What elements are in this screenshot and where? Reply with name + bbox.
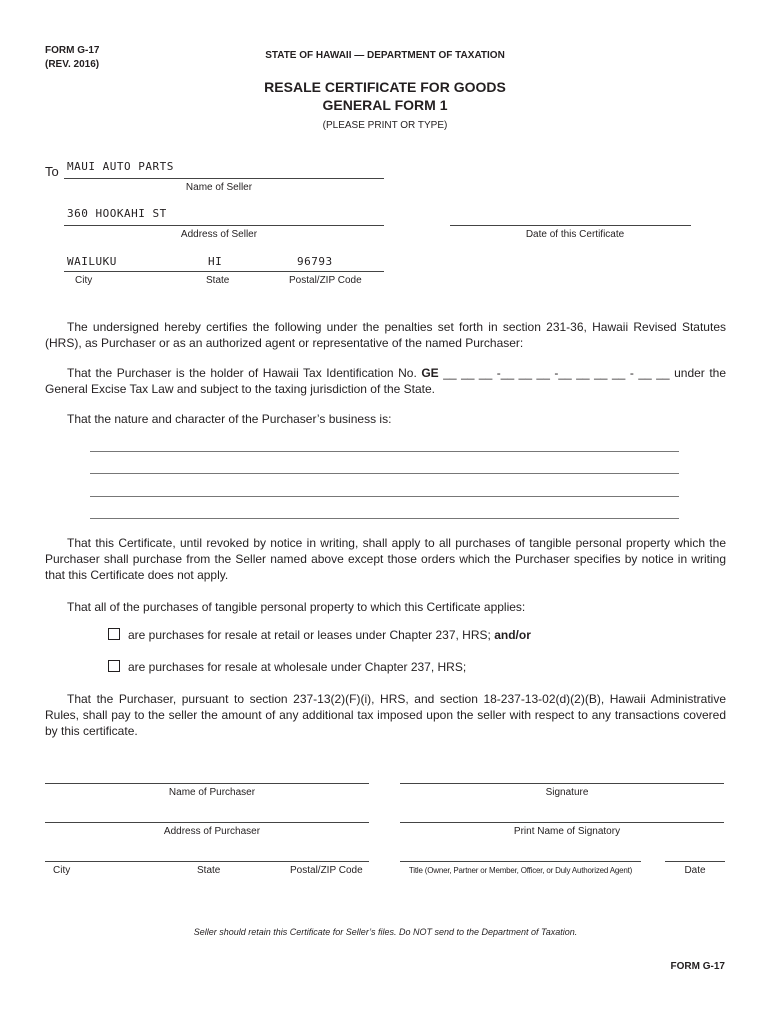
title-field[interactable]	[400, 861, 641, 862]
purchaser-address-label: Address of Purchaser	[163, 826, 261, 837]
seller-city-label: City	[75, 275, 93, 286]
retail-option-andor: and/or	[494, 628, 531, 642]
seller-name-line	[64, 178, 384, 179]
form-header-left	[45, 44, 99, 72]
seller-address-field[interactable]: 360 HOOKAHI ST	[67, 207, 167, 220]
seller-state-field[interactable]: HI	[208, 255, 223, 268]
purchaser-city-label: City	[53, 865, 71, 876]
seller-city-line	[64, 271, 384, 272]
print-name-field[interactable]	[400, 822, 724, 823]
seller-address-label: Address of Seller	[180, 229, 258, 240]
signature-field[interactable]	[400, 783, 724, 784]
agency-name: STATE OF HAWAII — DEPARTMENT OF TAXATION	[265, 50, 505, 61]
certificate-date-label: Date of this Certificate	[525, 229, 625, 240]
purchaser-city-state-zip-field[interactable]	[45, 861, 369, 862]
business-line-2[interactable]	[90, 473, 679, 474]
purchaser-state-label: State	[197, 865, 221, 876]
to-label: To	[45, 164, 59, 179]
retail-option-text: are purchases for resale at retail or leases under Chapter 237, HRS;	[128, 628, 491, 642]
print-instruction: (PLEASE PRINT OR TYPE)	[322, 120, 448, 131]
purchaser-zip-label: Postal/ZIP Code	[290, 865, 363, 876]
seller-zip-label: Postal/ZIP Code	[289, 275, 362, 286]
tax-id-blanks[interactable]: __ __ __ -__ __ __ -__ __ __ __ - __ __	[443, 366, 670, 380]
additional-tax-paragraph: That the Purchaser, pursuant to section 237-13(2)(F)(i), HRS, and section 18-237-13-02(d)(2)(B), Hawaii Administrative Rules, shall pay to the seller the amount of any additional tax imposed upon the seller with respect to any transactions covered by this certificate.	[45, 692, 726, 738]
business-line-4[interactable]	[90, 518, 679, 519]
wholesale-option	[108, 660, 466, 674]
revocation-paragraph: That this Certificate, until revoked by notice in writing, shall apply to all purchases of tangible personal property which the Purchaser shall purchase from the Seller named above except those orders which the Purchaser specifies by notice in writing that this Certificate does not apply.	[45, 536, 726, 582]
form-title-line1: RESALE CERTIFICATE FOR GOODS	[264, 79, 506, 95]
certification-paragraph: The undersigned hereby certifies the following under the penalties set forth in section 231-36, Hawaii Revised Statutes (HRS), as Purchaser or as an authorized agent or representative of the named Purchaser:	[45, 320, 726, 350]
wholesale-option-text: are purchases for resale at wholesale under Chapter 237, HRS;	[128, 660, 467, 674]
seller-name-field[interactable]: MAUI AUTO PARTS	[67, 160, 174, 173]
tax-id-ge: GE	[421, 366, 439, 380]
title-label: Title (Owner, Partner or Member, Officer, or Duly Authorized Agent)	[408, 866, 633, 875]
retail-checkbox[interactable]	[108, 628, 120, 640]
seller-zip-field[interactable]: 96793	[297, 255, 333, 268]
business-line-1[interactable]	[90, 451, 679, 452]
wholesale-checkbox[interactable]	[108, 660, 120, 672]
seller-state-label: State	[206, 275, 230, 286]
retail-option	[108, 628, 531, 642]
seller-address-line	[64, 225, 384, 226]
purchases-paragraph: That all of the purchases of tangible personal property to which this Certificate applies:	[67, 600, 526, 614]
signature-label: Signature	[545, 787, 589, 798]
purchaser-date-field[interactable]	[665, 861, 725, 862]
business-nature-prompt: That the nature and character of the Purchaser’s business is:	[67, 412, 392, 426]
certificate-date-field[interactable]	[450, 225, 691, 226]
form-title-line2: GENERAL FORM 1	[322, 97, 448, 113]
purchaser-address-field[interactable]	[45, 822, 369, 823]
tax-id-prefix: That the Purchaser is the holder of Hawaii Tax Identification No.	[67, 366, 417, 380]
form-number: FORM G-17	[45, 45, 100, 56]
tax-id-suffix: under the General Excise Tax Law and subject to the taxing jurisdiction of the State.	[45, 366, 726, 396]
purchaser-name-field[interactable]	[45, 783, 369, 784]
seller-name-label: Name of Seller	[185, 182, 253, 193]
purchaser-date-label: Date	[684, 865, 706, 876]
business-line-3[interactable]	[90, 496, 679, 497]
seller-city-field[interactable]: WAILUKU	[67, 255, 117, 268]
purchaser-name-label: Name of Purchaser	[168, 787, 256, 798]
retention-note: Seller should retain this Certificate for Seller’s files. Do NOT send to the Department of Taxation.	[193, 927, 578, 937]
tax-id-paragraph	[45, 365, 726, 397]
footer-form-number: FORM G-17	[670, 961, 725, 972]
print-name-label: Print Name of Signatory	[513, 826, 621, 837]
form-revision: (REV. 2016)	[45, 59, 100, 70]
